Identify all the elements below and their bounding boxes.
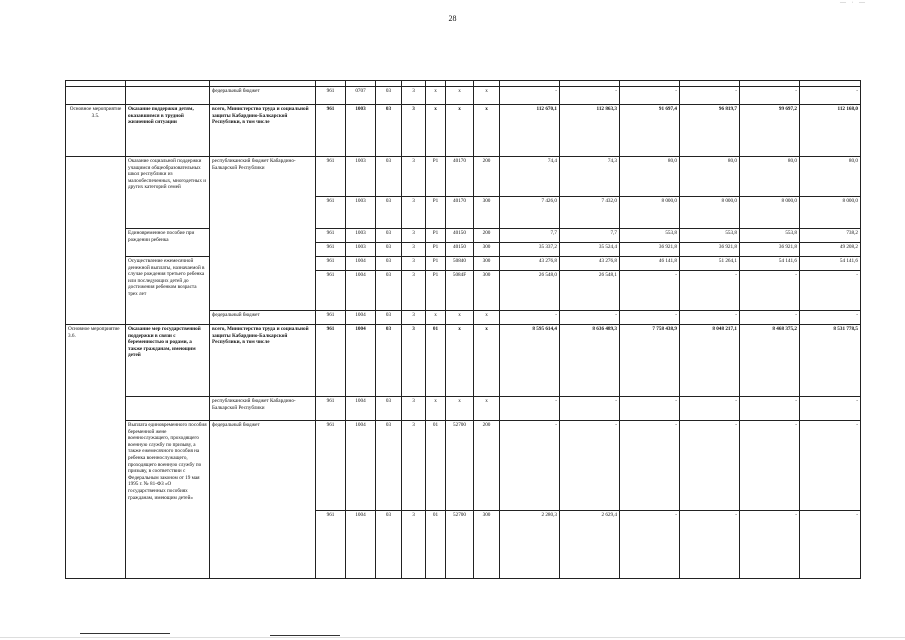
value-cell: 54 141,6 xyxy=(740,257,800,271)
value-cell: 46 141,8 xyxy=(620,257,680,271)
csr-direction-cell: 40170 xyxy=(446,157,474,197)
csr-program-cell: 3 xyxy=(402,243,426,257)
value-cell: 8 000,0 xyxy=(620,197,680,229)
name-cell xyxy=(126,87,210,105)
value-cell: - xyxy=(800,511,861,579)
value-cell: - xyxy=(800,87,861,105)
grbs-cell: 961 xyxy=(316,325,346,397)
table-row xyxy=(66,157,861,197)
value-cell: 8 048 217,1 xyxy=(680,325,740,397)
value-cell: 7,7 xyxy=(560,229,620,243)
source-cell: федеральный бюджет xyxy=(210,421,316,579)
grbs-cell: 961 xyxy=(316,397,346,421)
name-cell: Единовременное пособие при рождении ребенка xyxy=(126,229,210,257)
value-cell: 2 280,3 xyxy=(500,511,560,579)
vr-cell: х xyxy=(474,87,500,105)
page-number: 28 xyxy=(448,14,457,23)
rz-cell: 0707 xyxy=(346,87,376,105)
value-cell: - xyxy=(620,421,680,511)
grbs-cell: 961 xyxy=(316,257,346,271)
name-cell xyxy=(126,397,210,421)
pr-cell: 03 xyxy=(376,197,402,229)
value-cell: 8 000,0 xyxy=(800,197,861,229)
value-cell: - xyxy=(560,397,620,421)
pr-cell: 03 xyxy=(376,257,402,271)
value-cell: - xyxy=(620,397,680,421)
csr-event-cell: Р1 xyxy=(426,257,446,271)
value-cell: 36 921,8 xyxy=(740,243,800,257)
value-cell: - xyxy=(500,87,560,105)
vr-cell: 300 xyxy=(474,511,500,579)
value-cell: 96 819,7 xyxy=(680,105,740,157)
value-cell: 112 670,1 xyxy=(500,105,560,157)
value-cell: - xyxy=(620,87,680,105)
csr-program-cell: 3 xyxy=(402,511,426,579)
grbs-cell: 961 xyxy=(316,243,346,257)
rz-cell: 1003 xyxy=(346,157,376,197)
value-cell: 553,8 xyxy=(740,229,800,243)
csr-event-cell: Р1 xyxy=(426,197,446,229)
value-cell: 26 548,0 xyxy=(500,271,560,311)
csr-program-cell: 3 xyxy=(402,421,426,511)
name-cell: Оказание поддержки детям, оказавшимся в трудной жизненной ситуации xyxy=(126,105,210,157)
value-cell: - xyxy=(560,421,620,511)
table-row xyxy=(66,397,861,421)
rz-cell: 1004 xyxy=(346,397,376,421)
value-cell: - xyxy=(740,87,800,105)
table-row xyxy=(66,87,861,105)
csr-event-cell: х xyxy=(426,311,446,325)
value-cell: - xyxy=(500,397,560,421)
csr-direction-cell: х xyxy=(446,87,474,105)
header-marks: — · — xyxy=(840,0,867,6)
csr-direction-cell: х xyxy=(446,105,474,157)
value-cell: - xyxy=(740,311,800,325)
value-cell: - xyxy=(740,397,800,421)
value-cell: - xyxy=(500,311,560,325)
csr-program-cell: 3 xyxy=(402,397,426,421)
name-cell: Выплата единовременного пособия беременной жене военнослужащего, проходящего военную службу по призыву, а также ежемесячного пособия на ребенка военнослужащего, проходящего военную службу по призыву, в соответствии с Федеральным законом от 19 мая 1995 г. № 81-ФЗ «О государственных пособиях гражданам, имеющим детей» xyxy=(126,421,210,579)
rz-cell: 1004 xyxy=(346,311,376,325)
vr-cell: 300 xyxy=(474,197,500,229)
name-cell: Осуществление ежемесячной денежной выплаты, назначаемой в случае рождения третьего ребенка или последующих детей до достижения ребенком возраста трех лет xyxy=(126,257,210,325)
value-cell: 8 000,0 xyxy=(740,197,800,229)
value-cell: - xyxy=(740,271,800,311)
table-row xyxy=(66,257,861,271)
value-cell: 80,0 xyxy=(680,157,740,197)
value-cell: 43 276,8 xyxy=(500,257,560,271)
value-cell: - xyxy=(560,87,620,105)
value-cell: 35 524,4 xyxy=(560,243,620,257)
csr-event-cell: 01 xyxy=(426,325,446,397)
value-cell: 80,0 xyxy=(800,157,861,197)
value-cell: - xyxy=(680,421,740,511)
value-cell: 74,3 xyxy=(560,157,620,197)
value-cell: 8 595 614,4 xyxy=(500,325,560,397)
value-cell: 8 531 778,5 xyxy=(800,325,861,397)
pr-cell: 03 xyxy=(376,397,402,421)
csr-direction-cell: х xyxy=(446,397,474,421)
measure-cell: Основное мероприятие 3.5. xyxy=(66,105,126,157)
value-cell: - xyxy=(680,511,740,579)
value-cell: 54 141,6 xyxy=(800,257,861,271)
csr-direction-cell: х xyxy=(446,325,474,397)
value-cell: - xyxy=(800,271,861,311)
value-cell: 35 337,2 xyxy=(500,243,560,257)
measure-cell: Основное мероприятие 3.6. xyxy=(66,325,126,579)
value-cell: - xyxy=(560,311,620,325)
csr-direction-cell: 50840 xyxy=(446,257,474,271)
name-cell: Оказание социальной поддержки учащимся общеобразовательных школ республики из малообеспеченных, многодетных и других категорий семей xyxy=(126,157,210,229)
value-cell: 112 863,3 xyxy=(560,105,620,157)
grbs-cell: 961 xyxy=(316,197,346,229)
value-cell: 8 468 375,2 xyxy=(740,325,800,397)
rz-cell: 1004 xyxy=(346,325,376,397)
rz-cell: 1004 xyxy=(346,257,376,271)
rz-cell: 1003 xyxy=(346,197,376,229)
grbs-cell: 961 xyxy=(316,105,346,157)
pr-cell: 03 xyxy=(376,229,402,243)
source-cell: республиканский бюджет Кабардино-Балкарской Республики xyxy=(210,397,316,421)
value-cell: - xyxy=(680,87,740,105)
footer-rule xyxy=(270,635,340,636)
pr-cell: 03 xyxy=(376,421,402,511)
csr-event-cell: Р1 xyxy=(426,243,446,257)
csr-program-cell: 3 xyxy=(402,257,426,271)
rz-cell: 1003 xyxy=(346,105,376,157)
pr-cell: 03 xyxy=(376,511,402,579)
value-cell: 99 697,2 xyxy=(740,105,800,157)
value-cell: 553,8 xyxy=(680,229,740,243)
rz-cell: 1003 xyxy=(346,229,376,243)
csr-event-cell: х xyxy=(426,87,446,105)
value-cell: 43 276,8 xyxy=(560,257,620,271)
source-cell: федеральный бюджет xyxy=(210,311,316,325)
csr-program-cell: 3 xyxy=(402,197,426,229)
value-cell: 738,2 xyxy=(800,229,861,243)
csr-direction-cell: 40150 xyxy=(446,243,474,257)
csr-direction-cell: 40170 xyxy=(446,197,474,229)
footer-rule xyxy=(80,633,170,634)
vr-cell: х xyxy=(474,397,500,421)
source-cell: всего, Министерство труда и социальной защиты Кабардино-Балкарской Республики, в том числе xyxy=(210,325,316,397)
grbs-cell: 961 xyxy=(316,421,346,511)
value-cell: 112 168,0 xyxy=(800,105,861,157)
rz-cell: 1004 xyxy=(346,511,376,579)
rz-cell: 1004 xyxy=(346,421,376,511)
csr-event-cell: 01 xyxy=(426,511,446,579)
value-cell: 553,8 xyxy=(620,229,680,243)
table-row xyxy=(66,105,861,157)
value-cell: - xyxy=(680,397,740,421)
pr-cell: 03 xyxy=(376,325,402,397)
value-cell: 80,0 xyxy=(620,157,680,197)
pr-cell: 03 xyxy=(376,157,402,197)
csr-event-cell: 01 xyxy=(426,421,446,511)
value-cell: 74,4 xyxy=(500,157,560,197)
csr-event-cell: х xyxy=(426,105,446,157)
value-cell: 2 629,4 xyxy=(560,511,620,579)
value-cell: 80,0 xyxy=(740,157,800,197)
measure-cell xyxy=(66,157,126,325)
value-cell: - xyxy=(500,421,560,511)
rz-cell: 1004 xyxy=(346,271,376,311)
csr-direction-cell: 52700 xyxy=(446,421,474,511)
vr-cell: х xyxy=(474,325,500,397)
value-cell: 36 921,8 xyxy=(680,243,740,257)
value-cell: 26 548,1 xyxy=(560,271,620,311)
csr-program-cell: 3 xyxy=(402,87,426,105)
value-cell: 7 426,0 xyxy=(500,197,560,229)
table-row xyxy=(66,421,861,511)
csr-event-cell: Р1 xyxy=(426,229,446,243)
csr-program-cell: 3 xyxy=(402,311,426,325)
vr-cell: 200 xyxy=(474,157,500,197)
csr-program-cell: 3 xyxy=(402,157,426,197)
vr-cell: х xyxy=(474,105,500,157)
grbs-cell: 961 xyxy=(316,157,346,197)
grbs-cell: 961 xyxy=(316,311,346,325)
grbs-cell: 961 xyxy=(316,87,346,105)
csr-event-cell: Р1 xyxy=(426,157,446,197)
source-cell: всего, Министерство труда и социальной защиты Кабардино-Балкарской Республики, в том числе xyxy=(210,105,316,157)
vr-cell: 200 xyxy=(474,229,500,243)
csr-direction-cell: 5084F xyxy=(446,271,474,311)
csr-program-cell: 3 xyxy=(402,271,426,311)
value-cell: 8 636 489,3 xyxy=(560,325,620,397)
table-row xyxy=(66,229,861,243)
page-bottom-edge xyxy=(0,637,905,638)
csr-program-cell: 3 xyxy=(402,325,426,397)
value-cell: 7 758 438,9 xyxy=(620,325,680,397)
value-cell: 49 208,2 xyxy=(800,243,861,257)
value-cell: - xyxy=(620,511,680,579)
value-cell: - xyxy=(680,311,740,325)
pr-cell: 03 xyxy=(376,87,402,105)
name-cell: Оказание мер государственной поддержки в связи с беременностью и родами, а также гражданам, имеющим детей xyxy=(126,325,210,397)
csr-program-cell: 3 xyxy=(402,229,426,243)
grbs-cell: 961 xyxy=(316,229,346,243)
pr-cell: 03 xyxy=(376,311,402,325)
source-cell: федеральный бюджет xyxy=(210,87,316,105)
value-cell: 51 264,1 xyxy=(680,257,740,271)
csr-event-cell: х xyxy=(426,397,446,421)
value-cell: - xyxy=(800,397,861,421)
vr-cell: 300 xyxy=(474,243,500,257)
value-cell: 36 921,8 xyxy=(620,243,680,257)
vr-cell: х xyxy=(474,311,500,325)
source-cell: республиканский бюджет Кабардино-Балкарской Республики xyxy=(210,157,316,311)
table-row xyxy=(66,325,861,397)
budget-table xyxy=(65,80,861,579)
value-cell: - xyxy=(680,271,740,311)
csr-direction-cell: х xyxy=(446,311,474,325)
value-cell: - xyxy=(740,511,800,579)
csr-program-cell: 3 xyxy=(402,105,426,157)
measure-cell xyxy=(66,87,126,105)
grbs-cell: 961 xyxy=(316,271,346,311)
value-cell: - xyxy=(740,421,800,511)
pr-cell: 03 xyxy=(376,271,402,311)
rz-cell: 1003 xyxy=(346,243,376,257)
value-cell: 7,7 xyxy=(500,229,560,243)
value-cell: 91 697,4 xyxy=(620,105,680,157)
value-cell: - xyxy=(620,311,680,325)
pr-cell: 03 xyxy=(376,105,402,157)
grbs-cell: 961 xyxy=(316,511,346,579)
value-cell: - xyxy=(800,311,861,325)
vr-cell: 300 xyxy=(474,271,500,311)
csr-event-cell: Р1 xyxy=(426,271,446,311)
value-cell: - xyxy=(800,421,861,511)
pr-cell: 03 xyxy=(376,243,402,257)
value-cell: 8 000,0 xyxy=(680,197,740,229)
vr-cell: 300 xyxy=(474,257,500,271)
csr-direction-cell: 40150 xyxy=(446,229,474,243)
value-cell: 7 432,0 xyxy=(560,197,620,229)
vr-cell: 200 xyxy=(474,421,500,511)
value-cell: - xyxy=(620,271,680,311)
csr-direction-cell: 52700 xyxy=(446,511,474,579)
